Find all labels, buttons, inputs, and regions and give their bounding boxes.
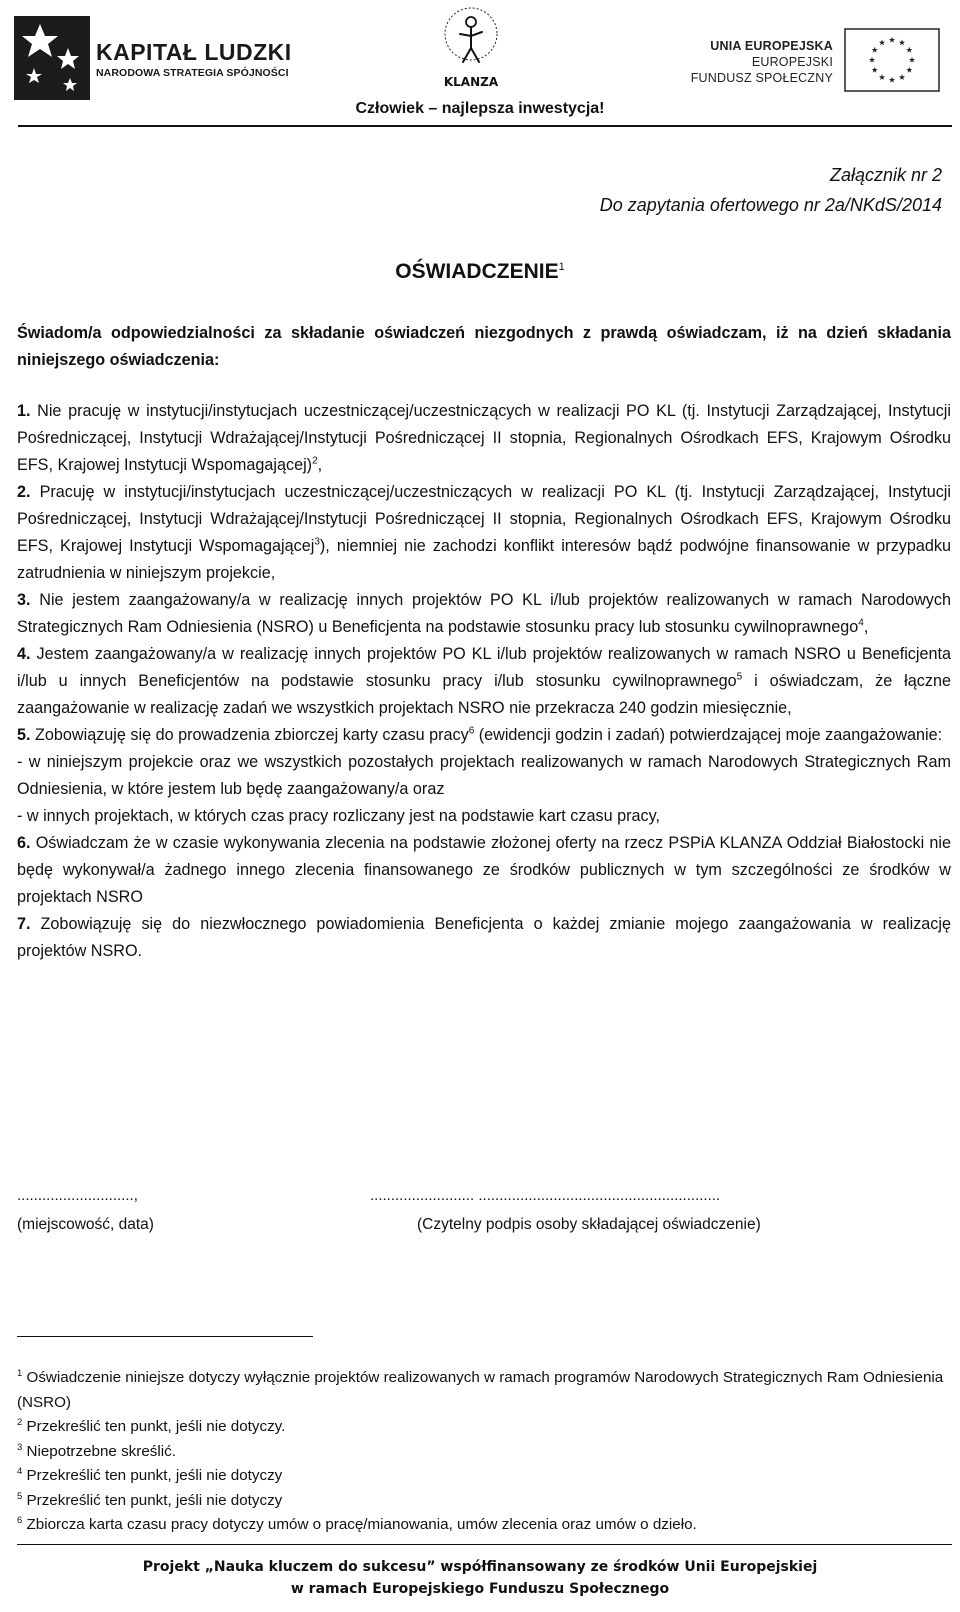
declaration-list bbox=[17, 398, 951, 965]
list-item: 2. Pracuję w instytucji/instytucjach uczestniczącej/uczestniczących w realizacji PO KL (tj. Instytucji Zarządzającej, Instytucji Pośredniczącej, Instytucji Wdrażającej/Instytucji Pośredniczącej II stopnia, Regionalnych Ośrodkach EFS, Krajowym Ośrodku EFS, Krajowej Instytucji Wspomagającej$^3$), niemniej nie zachodzi konflikt interesów bądź podwójne finansowanie w przypadku zatrudnienia w niniejszym projekcie, bbox=[17, 483, 951, 582]
eu-flag bbox=[844, 28, 940, 92]
annex-reference bbox=[600, 160, 942, 220]
footnotes bbox=[17, 1366, 947, 1538]
list-item: 3. Nie jestem zaangażowany/a w realizację innych projektów PO KL i/lub projektów realizowanych w ramach Narodowych Strategicznych Ram Odniesienia (NSRO) u Beneficjenta na podstawie stosunku pracy lub stosunku cywilnoprawnego$^4$, bbox=[17, 591, 951, 636]
klanza-wordmark: KLANZA bbox=[443, 75, 499, 89]
ue-line-1: UNIA EUROPEJSKA bbox=[710, 39, 833, 53]
footnote: $^6$ Zbiorcza karta czasu pracy dotyczy umów o pracę/mianowania, umów zlecenia oraz umów o dzieło. bbox=[17, 1514, 697, 1533]
footnote: $^2$ Przekreślić ten punkt, jeśli nie dotyczy. bbox=[17, 1416, 286, 1435]
intro-statement: Świadom/a odpowiedzialności za składanie oświadczeń niezgodnych z prawdą oświadczam, iż na dzień składania niniejszego oświadczenia: bbox=[17, 324, 951, 369]
ue-text bbox=[690, 38, 833, 86]
list-item: 1. Nie pracuję w instytucji/instytucjach uczestniczącej/uczestniczących w realizacji PO KL (tj. Instytucji Zarządzającej, Instytucji Pośredniczącej, Instytucji Wdrażającej/Instytucji Pośredniczącej II stopnia, Regionalnych Ośrodkach EFS, Krajowym Ośrodku EFS, Krajowej Instytucji Wspomagającej)$^2$, bbox=[17, 402, 951, 474]
footer-divider bbox=[17, 1544, 952, 1545]
annex-line-1: Załącznik nr 2 bbox=[829, 165, 942, 185]
list-subitem: - w niniejszym projekcie oraz we wszystkich pozostałych projektach realizowanych w ramach Narodowych Strategicznych Ram Odniesienia, w które jestem lub będę zaangażowany/a oraz bbox=[17, 753, 951, 798]
header-divider bbox=[18, 125, 952, 127]
footnote: $^1$ Oświadczenie niniejsze dotyczy wyłącznie projektów realizowanych w ramach programów Narodowych Strategicznych Ram Odniesienia (NSRO) bbox=[17, 1367, 944, 1411]
kl-title: KAPITAŁ LUDZKI bbox=[96, 39, 292, 65]
page-title bbox=[0, 258, 960, 285]
title-footnote-ref: 1 bbox=[558, 261, 565, 273]
footer-line-2: w ramach Europejskiego Funduszu Społecznego bbox=[290, 1581, 670, 1597]
list-subitem: - w innych projektach, w których czas pracy rozliczany jest na podstawie kart czasu pracy, bbox=[17, 807, 660, 825]
footnote: $^3$ Niepotrzebne skreślić. bbox=[17, 1441, 176, 1460]
list-item: 6. Oświadczam że w czasie wykonywania zlecenia na podstawie złożonej oferty na rzecz PSPiA KLANZA Oddział Białostocki nie będę wykonywał/a żadnego innego zlecenia finansowanego ze środków publicznych w tym szczególności ze środków w projektach NSRO bbox=[17, 834, 951, 906]
kapital-ludzki-text bbox=[96, 40, 292, 79]
title-text: OŚWIADCZENIE bbox=[395, 260, 559, 283]
kl-subtitle: NARODOWA STRATEGIA SPÓJNOŚCI bbox=[96, 67, 289, 79]
list-item: 5. Zobowiązuję się do prowadzenia zbiorczej karty czasu pracy$^6$ (ewidencji godzin i zadań) potwierdzającej moje zaangażowanie: bbox=[17, 725, 943, 744]
page-header bbox=[0, 0, 960, 135]
footnote: $^4$ Przekreślić ten punkt, jeśli nie dotyczy bbox=[17, 1465, 283, 1484]
kapital-ludzki-logo bbox=[12, 14, 92, 102]
annex-line-2: Do zapytania ofertowego nr 2a/NKdS/2014 bbox=[599, 195, 942, 215]
footer-line-1: Projekt „Nauka kluczem do sukcesu” współfinansowany ze środków Unii Europejskiej bbox=[142, 1559, 818, 1575]
place-date-line: ............................, bbox=[17, 1187, 138, 1204]
signature-label: (Czytelny podpis osoby składającej oświadczenie) bbox=[417, 1216, 761, 1233]
list-item: 4. Jestem zaangażowany/a w realizację innych projektów PO KL i/lub projektów realizowanych w ramach NSRO u Beneficjenta i/lub u innych Beneficjentów na podstawie stosunku pracy i/lub stosunku cywilnoprawnego$^5$ i oświadczam, że łączne zaangażowanie w realizację zadań we wszystkich projektach NSRO nie przekracza 240 godzin miesięcznie, bbox=[17, 645, 951, 717]
ue-line-3: FUNDUSZ SPOŁECZNY bbox=[690, 71, 833, 85]
place-date-label: (miejscowość, data) bbox=[17, 1216, 154, 1233]
klanza-logo bbox=[440, 4, 502, 92]
page-footer bbox=[0, 1556, 960, 1600]
ue-line-2: EUROPEJSKI bbox=[751, 55, 833, 69]
footnote-divider bbox=[17, 1336, 313, 1337]
motto: Człowiek – najlepsza inwestycja! bbox=[355, 100, 605, 117]
footnote: $^5$ Przekreślić ten punkt, jeśli nie dotyczy bbox=[17, 1490, 283, 1509]
signature-line: ......................... .......................................................... bbox=[370, 1187, 721, 1204]
list-item: 7. Zobowiązuję się do niezwłocznego powiadomienia Beneficjenta o każdej zmianie mojego zaangażowania w realizację projektów NSRO. bbox=[17, 915, 951, 960]
